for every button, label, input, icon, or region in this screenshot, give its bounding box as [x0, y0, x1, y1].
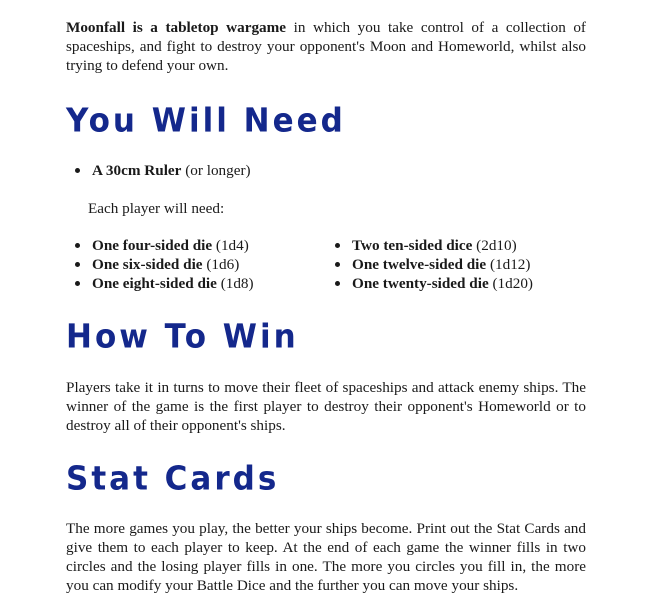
how-to-win-paragraph: Players take it in turns to move their fleet of spaceships and attack enemy ships. The winner of the game is the first player to destroy their opponent's Homeworld or to destroy all of their opponent's ships. [66, 379, 586, 434]
intro-bold-text: Moonfall is a tabletop wargame [66, 19, 287, 36]
dice-name: One twenty-sided die [352, 275, 489, 292]
list-item [326, 274, 586, 293]
ruler-list [66, 161, 251, 180]
dice-notation: (1d8) [216, 275, 254, 292]
bullet-icon [335, 243, 340, 248]
bullet-icon [335, 281, 340, 286]
dice-name: One eight-sided die [92, 275, 217, 292]
list-item [66, 274, 326, 293]
list-item [66, 255, 326, 274]
intro-text: in which you take control of a collection of spaceships, and fight to destroy your opponent's Moon and Homeworld, whilst also trying to defend your own. [66, 19, 586, 74]
dice-list-right [326, 236, 586, 293]
section-heading-stat-cards: Stat Cards [66, 460, 280, 498]
intro-paragraph [66, 18, 586, 75]
bullet-icon [75, 281, 80, 286]
list-item [66, 236, 326, 255]
ruler-note: (or longer) [181, 162, 251, 179]
dice-notation: (1d6) [202, 256, 240, 273]
list-item-ruler [66, 161, 251, 180]
ruler-label: A 30cm Ruler [92, 162, 182, 179]
dice-notation: (1d4) [212, 237, 249, 254]
dice-name: One four-sided die [92, 237, 213, 254]
dice-notation: (1d12) [486, 256, 531, 273]
list-item [326, 236, 586, 255]
dice-list-left [66, 236, 326, 293]
stat-cards-paragraph: The more games you play, the better your ships become. Print out the Stat Cards and give them to each player to keep. At the end of each game the winner fills in two circles and the losing player fills in one. The more you circles you fill in, the more you can modify your Battle Dice and the further you can move your ships. [66, 520, 586, 594]
dice-notation: (1d20) [488, 275, 533, 292]
dice-name: One twelve-sided die [352, 256, 487, 273]
bullet-icon [75, 243, 80, 248]
dice-name: One six-sided die [92, 256, 203, 273]
bullet-icon [75, 262, 80, 267]
section-heading-you-will-need: You Will Need [66, 102, 346, 140]
section-heading-how-to-win: How To Win [66, 318, 299, 356]
dice-name: Two ten-sided dice [352, 237, 473, 254]
each-player-note: Each player will need: [88, 200, 225, 217]
bullet-icon [335, 262, 340, 267]
list-item [326, 255, 586, 274]
dice-notation: (2d10) [472, 237, 517, 254]
bullet-icon [75, 168, 80, 173]
